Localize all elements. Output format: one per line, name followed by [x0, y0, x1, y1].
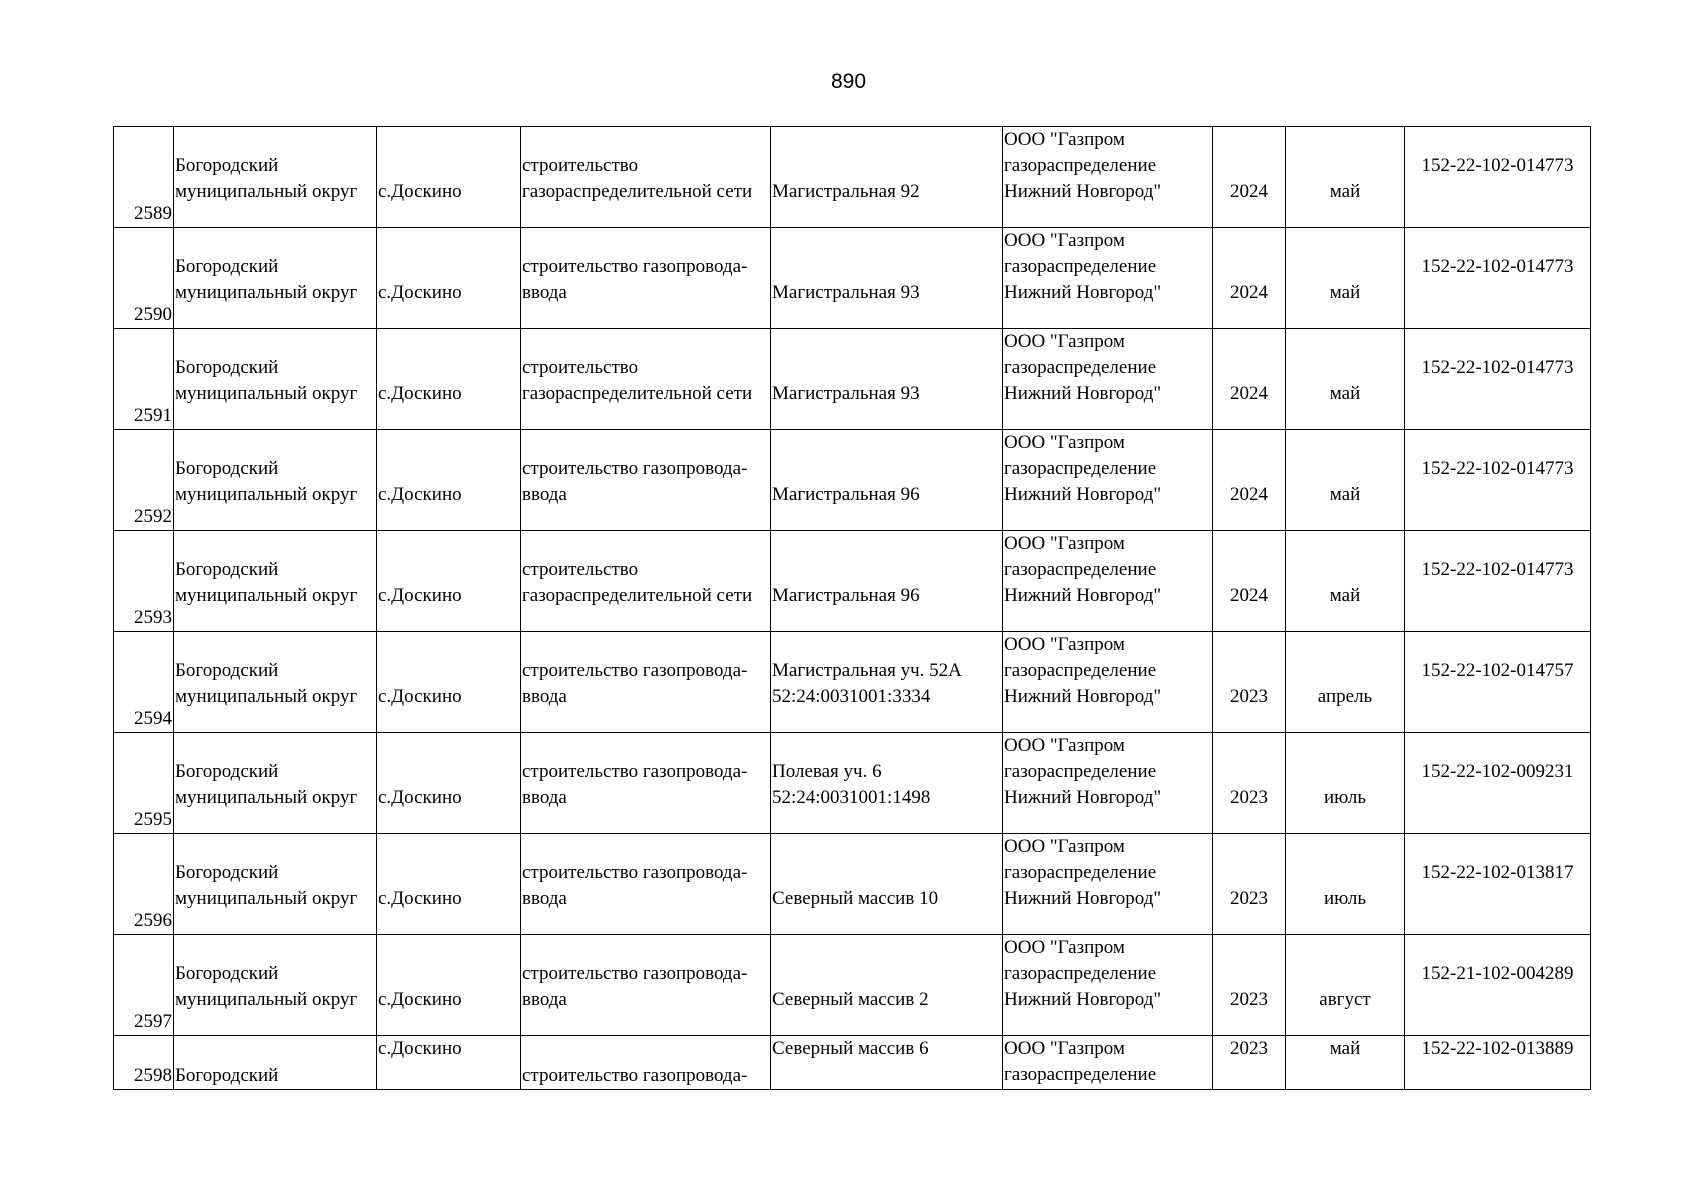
address-text: Северный массив 10 — [772, 888, 939, 909]
table-row — [114, 127, 1591, 228]
organization-text: газораспределение — [1004, 963, 1157, 984]
year-text: 2024 — [1230, 282, 1268, 303]
district-text: Богородский — [175, 155, 279, 176]
village-text: с.Доскино — [378, 484, 462, 505]
district-text: муниципальный округ — [175, 585, 358, 606]
work-type-text: ввода — [522, 484, 567, 505]
district-text: муниципальный округ — [175, 484, 358, 505]
row-number: 2596 — [134, 910, 172, 931]
organization-text: ООО "Газпром — [1004, 735, 1125, 756]
work-type-text: строительство газопровода- — [522, 256, 748, 277]
address-text: 52:24:0031001:3334 — [772, 686, 931, 707]
work-type-text: газораспределительной сети — [522, 383, 753, 404]
organization-text: газораспределение — [1004, 862, 1157, 883]
organization-cell — [1003, 127, 1213, 228]
year-text: 2023 — [1230, 686, 1268, 707]
table-row — [114, 935, 1591, 1036]
code-cell — [1405, 430, 1591, 531]
month-text: май — [1329, 181, 1361, 202]
table-row — [114, 329, 1591, 430]
village-text: с.Доскино — [378, 282, 462, 303]
village-text: с.Доскино — [378, 787, 462, 808]
year-cell — [1213, 733, 1286, 834]
organization-text: газораспределение — [1004, 660, 1157, 681]
year-text: 2024 — [1230, 383, 1268, 404]
work-type-text: строительство — [522, 559, 639, 580]
month-text: июль — [1323, 787, 1367, 808]
district-text: муниципальный округ — [175, 686, 358, 707]
district-cell — [174, 733, 377, 834]
district-text: Богородский — [175, 862, 279, 883]
district-text: Богородский — [175, 761, 279, 782]
village-cell — [377, 127, 521, 228]
month-text: май — [1329, 585, 1361, 606]
code-text: 152-22-102-014773 — [1421, 559, 1574, 580]
year-cell — [1213, 935, 1286, 1036]
month-cell — [1286, 430, 1405, 531]
organization-cell — [1003, 733, 1213, 834]
organization-text: ООО "Газпром — [1004, 129, 1125, 150]
address-cell — [771, 935, 1003, 1036]
district-text: Богородский — [175, 660, 279, 681]
organization-cell — [1003, 531, 1213, 632]
district-cell — [174, 430, 377, 531]
table-row — [114, 430, 1591, 531]
table-row — [114, 531, 1591, 632]
district-text: Богородский — [175, 559, 279, 580]
organization-cell — [1003, 632, 1213, 733]
row-number-cell — [114, 127, 174, 228]
organization-text: Нижний Новгород" — [1004, 989, 1162, 1010]
month-cell — [1286, 228, 1405, 329]
organization-text: газораспределение — [1004, 357, 1157, 378]
organization-text: газораспределение — [1004, 761, 1157, 782]
month-cell — [1286, 935, 1405, 1036]
address-text: Магистральная 96 — [772, 585, 920, 606]
address-text: Магистральная уч. 52А — [772, 660, 962, 681]
month-text: июль — [1323, 888, 1367, 909]
address-cell — [771, 329, 1003, 430]
registry-table — [113, 126, 1591, 1090]
row-number: 2595 — [134, 809, 172, 830]
district-text: муниципальный округ — [175, 181, 358, 202]
code-cell — [1405, 1036, 1591, 1090]
work-type-cell — [521, 733, 771, 834]
organization-text: ООО "Газпром — [1004, 836, 1125, 857]
month-text: апрель — [1317, 686, 1373, 707]
row-number: 2597 — [134, 1011, 172, 1032]
row-number: 2591 — [134, 405, 172, 426]
year-cell — [1213, 430, 1286, 531]
work-type-text: строительство — [522, 155, 639, 176]
organization-text: Нижний Новгород" — [1004, 484, 1162, 505]
work-type-cell — [521, 430, 771, 531]
code-cell — [1405, 935, 1591, 1036]
table-row — [114, 228, 1591, 329]
village-text: с.Доскино — [378, 686, 462, 707]
year-cell — [1213, 834, 1286, 935]
district-cell — [174, 531, 377, 632]
address-text: Магистральная 92 — [772, 181, 920, 202]
table-row — [114, 834, 1591, 935]
code-text: 152-22-102-009231 — [1421, 761, 1574, 782]
organization-text: газораспределение — [1004, 559, 1157, 580]
code-cell — [1405, 531, 1591, 632]
code-text: 152-22-102-014773 — [1421, 256, 1574, 277]
organization-text: ООО "Газпром — [1004, 634, 1125, 655]
village-text: с.Доскино — [378, 383, 462, 404]
work-type-text: ввода — [522, 787, 567, 808]
district-cell — [174, 834, 377, 935]
row-number-cell — [114, 430, 174, 531]
code-text: 152-21-102-004289 — [1421, 963, 1574, 984]
district-text: муниципальный округ — [175, 989, 358, 1010]
organization-cell — [1003, 329, 1213, 430]
month-text: май — [1329, 282, 1361, 303]
address-cell — [771, 834, 1003, 935]
month-cell — [1286, 329, 1405, 430]
year-cell — [1213, 531, 1286, 632]
code-text: 152-22-102-014773 — [1421, 458, 1574, 479]
district-text: Богородский — [175, 458, 279, 479]
work-type-text: ввода — [522, 282, 567, 303]
code-text: 152-22-102-014757 — [1421, 660, 1574, 681]
code-cell — [1405, 632, 1591, 733]
row-number-cell — [114, 531, 174, 632]
organization-text: Нижний Новгород" — [1004, 787, 1162, 808]
month-cell — [1286, 127, 1405, 228]
district-text: муниципальный округ — [175, 787, 358, 808]
district-text: Богородский — [175, 963, 279, 984]
row-number-cell — [114, 733, 174, 834]
address-text: 52:24:0031001:1498 — [772, 787, 931, 808]
work-type-cell — [521, 531, 771, 632]
table-row — [114, 632, 1591, 733]
month-text: май — [1329, 1038, 1361, 1059]
month-text: август — [1319, 989, 1371, 1010]
year-cell — [1213, 1036, 1286, 1090]
village-text: с.Доскино — [378, 989, 462, 1010]
village-text: с.Доскино — [378, 585, 462, 606]
row-number: 2593 — [134, 607, 172, 628]
year-text: 2023 — [1230, 787, 1268, 808]
organization-text: газораспределение — [1004, 256, 1157, 277]
village-cell — [377, 531, 521, 632]
year-text: 2024 — [1230, 181, 1268, 202]
work-type-text: ввода — [522, 989, 567, 1010]
district-cell — [174, 127, 377, 228]
village-cell — [377, 430, 521, 531]
month-cell — [1286, 733, 1405, 834]
row-number: 2594 — [134, 708, 172, 729]
address-cell — [771, 430, 1003, 531]
organization-text: газораспределение — [1004, 155, 1157, 176]
district-text: муниципальный округ — [175, 888, 358, 909]
row-number-cell — [114, 228, 174, 329]
address-cell — [771, 127, 1003, 228]
month-text: май — [1329, 484, 1361, 505]
work-type-cell — [521, 935, 771, 1036]
district-cell — [174, 935, 377, 1036]
village-text: с.Доскино — [378, 181, 462, 202]
work-type-text: ввода — [522, 686, 567, 707]
row-number: 2592 — [134, 506, 172, 527]
year-text: 2024 — [1230, 585, 1268, 606]
month-cell — [1286, 1036, 1405, 1090]
code-cell — [1405, 127, 1591, 228]
village-cell — [377, 1036, 521, 1090]
organization-text: ООО "Газпром — [1004, 432, 1125, 453]
address-text: Магистральная 93 — [772, 282, 920, 303]
table-row — [114, 733, 1591, 834]
work-type-text: строительство газопровода- — [522, 1065, 748, 1086]
code-text: 152-22-102-013889 — [1421, 1038, 1574, 1059]
work-type-cell — [521, 1036, 771, 1090]
address-cell — [771, 632, 1003, 733]
work-type-cell — [521, 834, 771, 935]
work-type-text: строительство газопровода- — [522, 963, 748, 984]
organization-text: Нижний Новгород" — [1004, 181, 1162, 202]
district-text: Богородский — [175, 357, 279, 378]
address-text: Магистральная 93 — [772, 383, 920, 404]
organization-cell — [1003, 834, 1213, 935]
organization-cell — [1003, 228, 1213, 329]
organization-text: ООО "Газпром — [1004, 230, 1125, 251]
district-text: муниципальный округ — [175, 383, 358, 404]
work-type-text: строительство — [522, 357, 639, 378]
address-text: Магистральная 96 — [772, 484, 920, 505]
work-type-text: строительство газопровода- — [522, 660, 748, 681]
district-cell — [174, 329, 377, 430]
month-cell — [1286, 531, 1405, 632]
village-cell — [377, 228, 521, 329]
month-cell — [1286, 632, 1405, 733]
code-text: 152-22-102-013817 — [1421, 862, 1574, 883]
village-cell — [377, 733, 521, 834]
code-text: 152-22-102-014773 — [1421, 155, 1574, 176]
year-text: 2023 — [1230, 888, 1268, 909]
row-number-cell — [114, 834, 174, 935]
organization-text: Нижний Новгород" — [1004, 585, 1162, 606]
organization-text: газораспределение — [1004, 1064, 1157, 1085]
address-cell — [771, 1036, 1003, 1090]
year-text: 2024 — [1230, 484, 1268, 505]
village-text: с.Доскино — [378, 888, 462, 909]
code-text: 152-22-102-014773 — [1421, 357, 1574, 378]
page-number: 890 — [830, 70, 867, 93]
year-cell — [1213, 127, 1286, 228]
month-text: май — [1329, 383, 1361, 404]
work-type-cell — [521, 127, 771, 228]
district-text: Богородский — [175, 256, 279, 277]
table-row — [114, 1036, 1591, 1090]
organization-text: газораспределение — [1004, 458, 1157, 479]
row-number-cell — [114, 1036, 174, 1090]
row-number-cell — [114, 329, 174, 430]
year-cell — [1213, 329, 1286, 430]
work-type-text: строительство газопровода- — [522, 862, 748, 883]
code-cell — [1405, 834, 1591, 935]
organization-text: ООО "Газпром — [1004, 1038, 1125, 1059]
organization-text: Нижний Новгород" — [1004, 282, 1162, 303]
village-cell — [377, 329, 521, 430]
work-type-text: строительство газопровода- — [522, 761, 748, 782]
organization-text: Нижний Новгород" — [1004, 888, 1162, 909]
organization-cell — [1003, 935, 1213, 1036]
year-text: 2023 — [1230, 989, 1268, 1010]
code-cell — [1405, 329, 1591, 430]
organization-text: ООО "Газпром — [1004, 533, 1125, 554]
organization-text: ООО "Газпром — [1004, 331, 1125, 352]
organization-text: ООО "Газпром — [1004, 937, 1125, 958]
work-type-cell — [521, 329, 771, 430]
village-cell — [377, 935, 521, 1036]
row-number: 2589 — [134, 203, 172, 224]
work-type-text: газораспределительной сети — [522, 181, 753, 202]
address-cell — [771, 733, 1003, 834]
village-cell — [377, 632, 521, 733]
address-text: Северный массив 6 — [772, 1038, 929, 1059]
year-cell — [1213, 228, 1286, 329]
address-cell — [771, 531, 1003, 632]
row-number-cell — [114, 935, 174, 1036]
organization-text: Нижний Новгород" — [1004, 686, 1162, 707]
year-cell — [1213, 632, 1286, 733]
year-text: 2023 — [1230, 1038, 1268, 1059]
address-text: Полевая уч. 6 — [772, 761, 882, 782]
work-type-cell — [521, 228, 771, 329]
organization-text: Нижний Новгород" — [1004, 383, 1162, 404]
month-cell — [1286, 834, 1405, 935]
organization-cell — [1003, 1036, 1213, 1090]
work-type-cell — [521, 632, 771, 733]
district-cell — [174, 228, 377, 329]
district-text: Богородский — [175, 1065, 279, 1086]
row-number-cell — [114, 632, 174, 733]
district-cell — [174, 1036, 377, 1090]
work-type-text: газораспределительной сети — [522, 585, 753, 606]
address-cell — [771, 228, 1003, 329]
row-number: 2598 — [134, 1065, 172, 1086]
code-cell — [1405, 228, 1591, 329]
row-number: 2590 — [134, 304, 172, 325]
organization-cell — [1003, 430, 1213, 531]
district-cell — [174, 632, 377, 733]
work-type-text: ввода — [522, 888, 567, 909]
village-text: с.Доскино — [378, 1038, 462, 1059]
table-body — [114, 127, 1591, 1090]
district-text: муниципальный округ — [175, 282, 358, 303]
code-cell — [1405, 733, 1591, 834]
address-text: Северный массив 2 — [772, 989, 929, 1010]
village-cell — [377, 834, 521, 935]
work-type-text: строительство газопровода- — [522, 458, 748, 479]
